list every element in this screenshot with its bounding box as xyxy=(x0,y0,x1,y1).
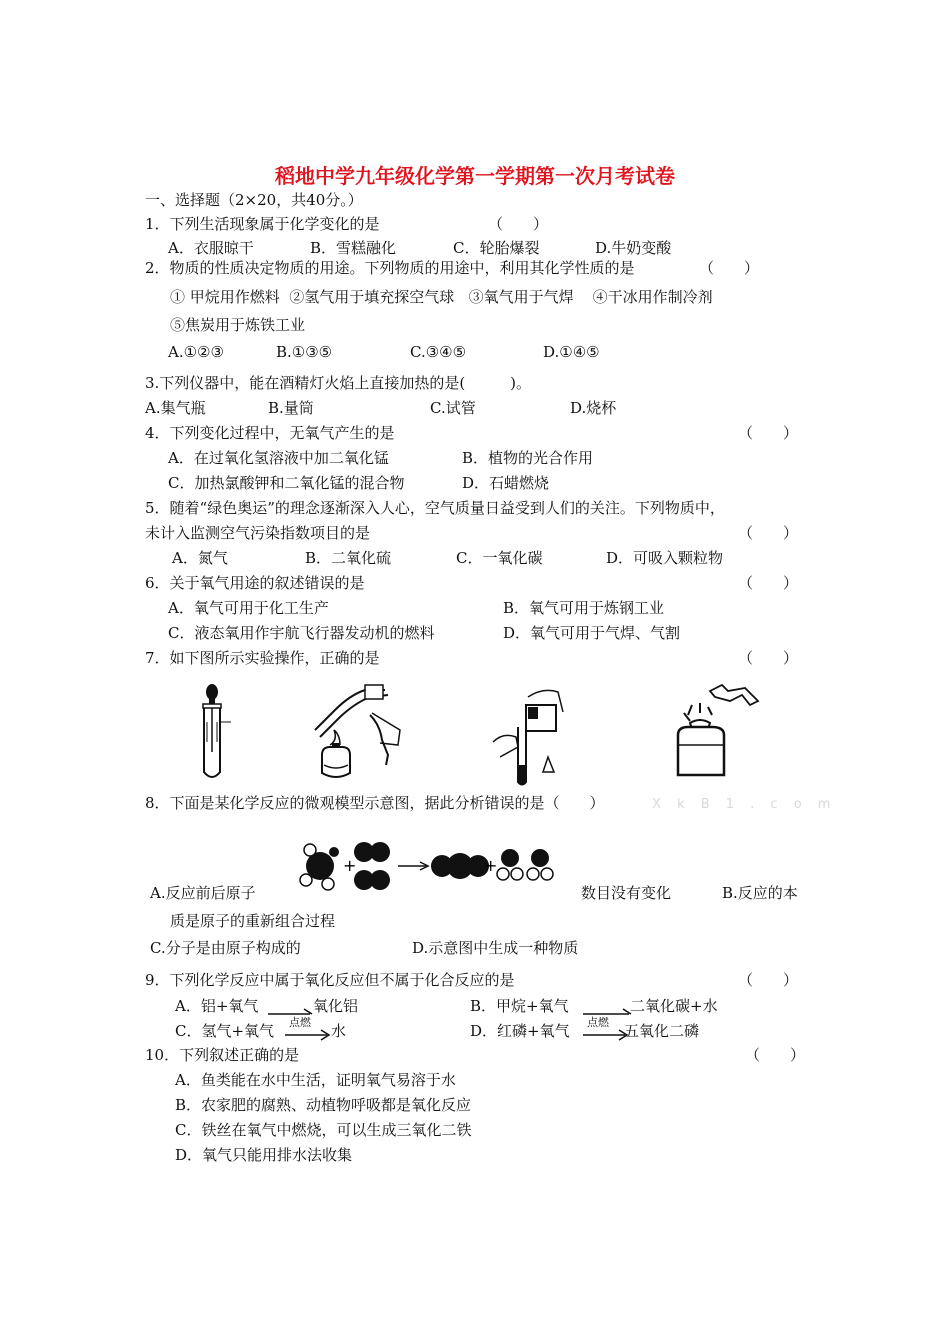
q5-option-a: A．氮气 xyxy=(172,549,228,567)
q8-option-c: C.分子是由原子构成的 xyxy=(150,939,301,957)
section-heading: 一、选择题（2×20，共40分。） xyxy=(145,191,363,209)
q9-option-b-reactants: B．甲烷+氧气 xyxy=(470,997,569,1015)
q8-option-d: D.示意图中生成一种物质 xyxy=(412,939,579,957)
q10-option-d: D．氧气只能用排水法收集 xyxy=(175,1146,353,1164)
q9-option-c-condition: 点燃 xyxy=(289,1016,311,1029)
q2-items-line1: ① 甲烷用作燃料 ②氢气用于填充探空气球 ③氧气用于气焊 ④干冰用作制冷剂 xyxy=(170,288,713,306)
q3-option-a: A.集气瓶 xyxy=(145,399,206,417)
q4-option-a: A．在过氧化氢溶液中加二氧化锰 xyxy=(168,449,389,467)
q3-stem: 3.下列仪器中，能在酒精灯火焰上直接加热的是( )。 xyxy=(145,374,532,392)
pouring-liquid-figure xyxy=(488,687,568,787)
plus-sign-1: + xyxy=(343,856,357,875)
q9-option-a-products: 氧化铝 xyxy=(313,997,359,1015)
q9-option-a-reactants: A．铝+氧气 xyxy=(175,997,259,1015)
q6-option-a: A．氧气可用于化工生产 xyxy=(168,599,329,617)
q10-paren: （ ） xyxy=(745,1046,806,1064)
q9-option-c-arrow xyxy=(285,1029,331,1041)
product-molecule-2b xyxy=(531,849,549,867)
q6-option-d: D．氧气可用于气焊、气割 xyxy=(503,624,681,642)
q2-paren: （ ） xyxy=(699,259,760,277)
q2-option-b: B.①③⑤ xyxy=(276,343,333,361)
q9-option-c-products: 水 xyxy=(331,1022,347,1040)
q10-option-c: C．铁丝在氧气中燃烧，可以生成三氧化二铁 xyxy=(175,1121,472,1139)
q5-paren: （ ） xyxy=(738,524,799,542)
q10-option-b: B．农家肥的腐熟、动植物呼吸都是氧化反应 xyxy=(175,1096,472,1114)
exam-title: 稻地中学九年级化学第一学期第一次月考试卷 xyxy=(275,164,675,188)
q7-paren: （ ） xyxy=(738,649,799,667)
watermark: X k B 1 . c o m xyxy=(652,797,837,812)
q3-option-d: D.烧杯 xyxy=(570,399,617,417)
q9-option-d-arrow xyxy=(583,1029,629,1041)
q1-option-d: D.牛奶变酸 xyxy=(595,239,672,257)
q1-paren: （ ） xyxy=(488,215,549,233)
q10-option-a: A．鱼类能在水中生活，证明氧气易溶于水 xyxy=(175,1071,456,1089)
q9-stem: 9．下列化学反应中属于氧化反应但不属于化合反应的是 xyxy=(145,971,515,989)
q6-paren: （ ） xyxy=(738,574,799,592)
dropper-test-tube-figure xyxy=(195,682,235,782)
q4-option-c: C．加热氯酸钾和二氧化锰的混合物 xyxy=(168,474,405,492)
q1-option-c: C．轮胎爆裂 xyxy=(453,239,540,257)
q9-option-b-products: 二氧化碳+水 xyxy=(630,997,718,1015)
q5-stem-line2: 未计入监测空气污染指数项目的是 xyxy=(145,524,371,542)
q8-option-b-part1: B.反应的本 xyxy=(722,884,798,902)
q4-option-b: B．植物的光合作用 xyxy=(462,449,594,467)
product-molecule-2a xyxy=(501,849,519,867)
q2-option-c: C.③④⑤ xyxy=(410,343,467,361)
q3-option-c: C.试管 xyxy=(430,399,476,417)
q8-option-b-part2: 质是原子的重新组合过程 xyxy=(170,912,336,930)
reaction-model-diagram xyxy=(298,838,560,894)
q1-option-b: B．雪糕融化 xyxy=(310,239,397,257)
q6-stem: 6．关于氧气用途的叙述错误的是 xyxy=(145,574,365,592)
q10-stem: 10．下列叙述正确的是 xyxy=(145,1046,300,1064)
q9-option-d-condition: 点燃 xyxy=(587,1016,609,1029)
q2-items-line2: ⑤焦炭用于炼铁工业 xyxy=(170,316,306,334)
q9-option-c-reactants: C．氢气+氧气 xyxy=(175,1022,275,1040)
q8-stem: 8．下面是某化学反应的微观模型示意图，据此分析错误的是（ ） xyxy=(145,794,605,812)
q1-stem: 1．下列生活现象属于化学变化的是 xyxy=(145,215,380,233)
q8-option-a-part1: A.反应前后原子 xyxy=(150,884,256,902)
q9-paren: （ ） xyxy=(738,971,799,989)
q2-stem: 2．物质的性质决定物质的用途。下列物质的用途中，利用其化学性质的是 xyxy=(145,259,635,277)
q5-option-d: D．可吸入颗粒物 xyxy=(606,549,724,567)
q4-option-d: D．石蜡燃烧 xyxy=(462,474,550,492)
q6-option-c: C．液态氧用作宇航飞行器发动机的燃料 xyxy=(168,624,435,642)
q7-stem: 7．如下图所示实验操作，正确的是 xyxy=(145,649,380,667)
q5-stem-line1: 5．随着“绿色奥运”的理念逐渐深入人心，空气质量日益受到人们的关注。下列物质中， xyxy=(145,499,725,517)
q2-option-a: A.①②③ xyxy=(168,343,224,361)
plus-sign-2: + xyxy=(484,856,498,875)
q2-option-d: D.①④⑤ xyxy=(543,343,600,361)
q4-stem: 4．下列变化过程中，无氧气产生的是 xyxy=(145,424,395,442)
q3-option-b: B.量筒 xyxy=(268,399,314,417)
q6-option-b: B．氧气可用于炼钢工业 xyxy=(503,599,665,617)
heating-tube-lamp-figure xyxy=(310,685,410,785)
q8-option-a-part2: 数目没有变化 xyxy=(581,884,672,902)
q9-option-d-products: 五氧化二磷 xyxy=(624,1022,700,1040)
q9-option-d-reactants: D．红磷+氧气 xyxy=(470,1022,570,1040)
q4-paren: （ ） xyxy=(738,424,799,442)
q5-option-b: B．二氧化硫 xyxy=(305,549,392,567)
alcohol-lamp-lighting-figure xyxy=(670,683,760,783)
q1-option-a: A．衣服晾干 xyxy=(168,239,254,257)
q5-option-c: C．一氧化碳 xyxy=(456,549,543,567)
